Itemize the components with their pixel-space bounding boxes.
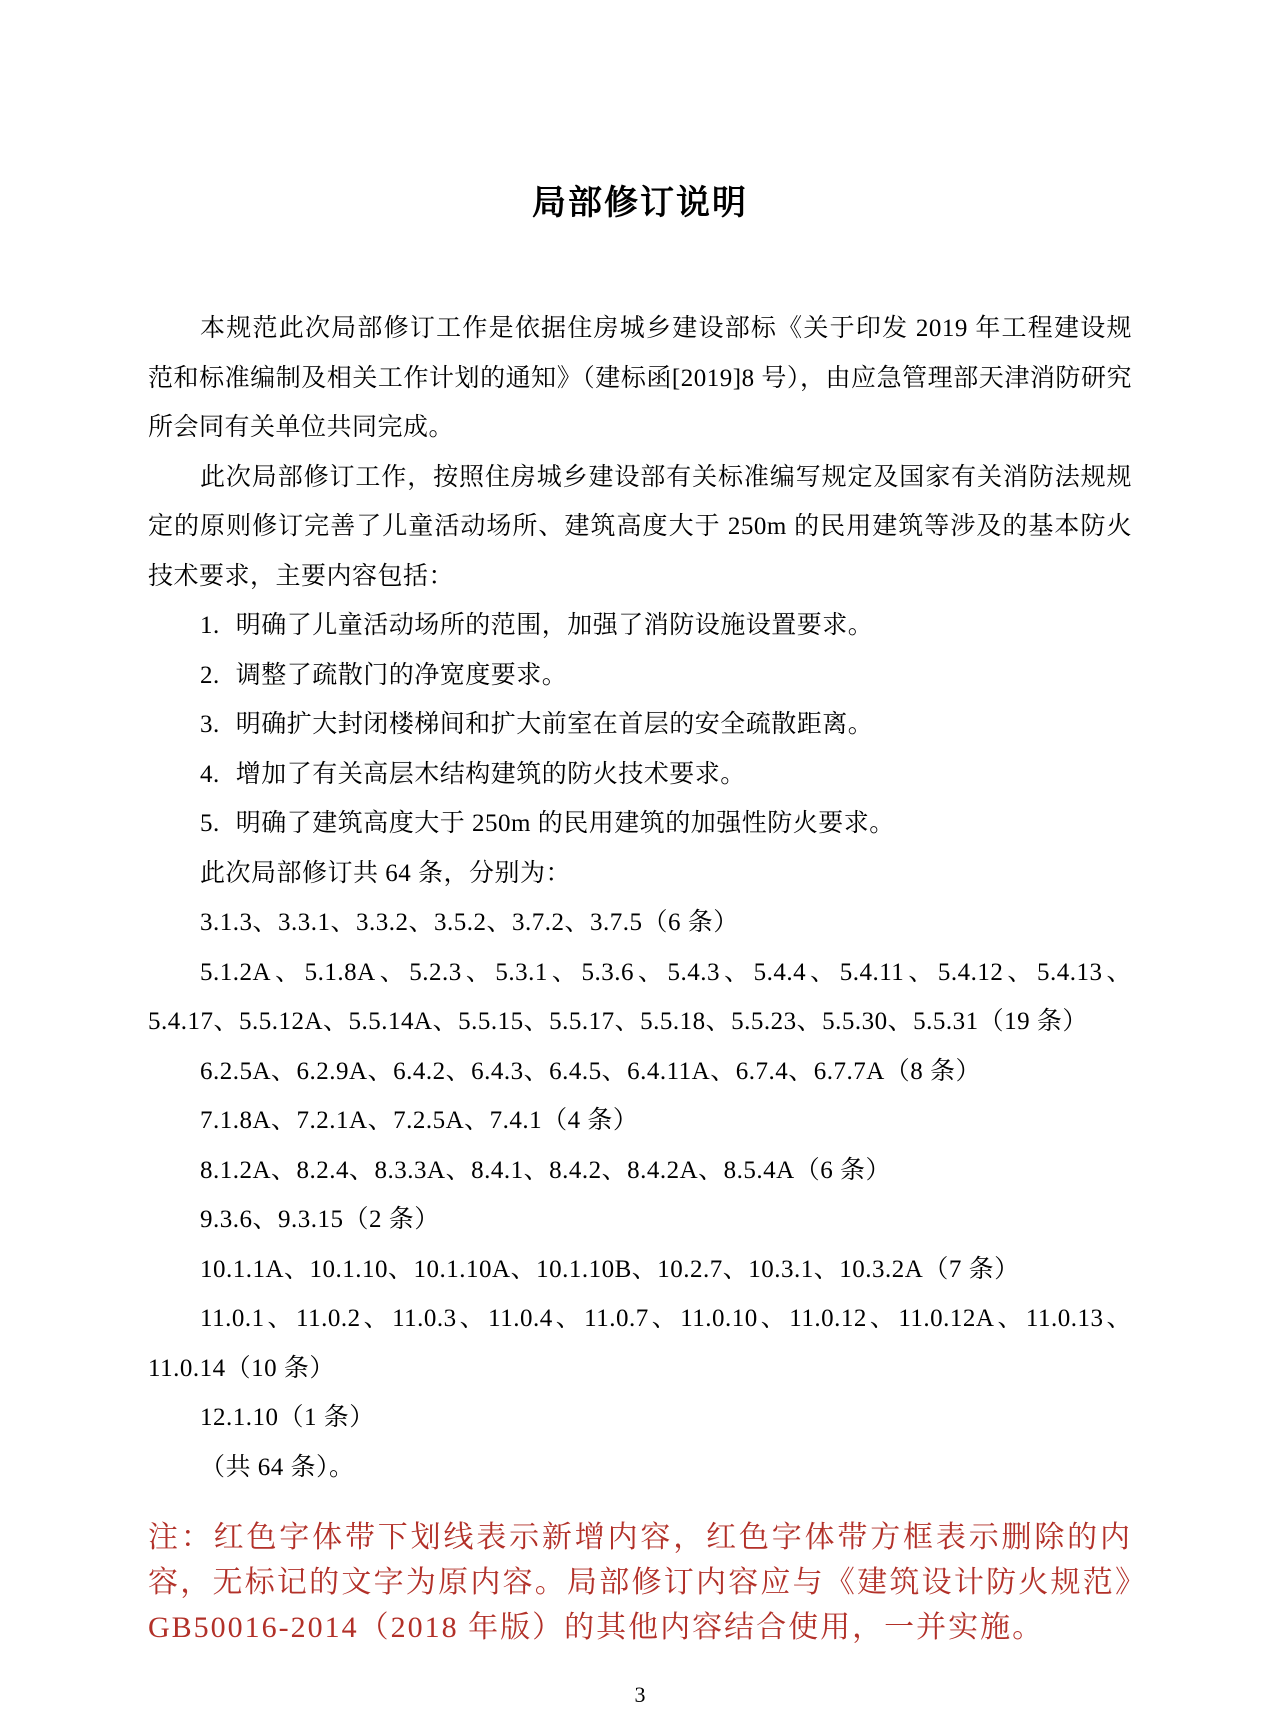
- revision-note: 注：红色字体带下划线表示新增内容，红色字体带方框表示删除的内容，无标记的文字为原内容。局部修订内容应与《建筑设计防火规范》GB50016-2014（2018 年版）的其他内容结合使用，一并实施。: [148, 1521, 1132, 1644]
- list-item: [148, 700, 1132, 750]
- list-item: [148, 651, 1132, 701]
- list-item-text: 明确扩大封闭楼梯间和扩大前室在首层的安全疏散距离。: [235, 711, 874, 738]
- paragraph-basis: 本规范此次局部修订工作是依据住房城乡建设部标《关于印发 2019 年工程建设规范和标准编制及相关工作计划的通知》（建标函[2019]8 号），由应急管理部天津消防研究所会同有关单位共同完成。: [148, 315, 1132, 441]
- revision-line: 10.1.1A、10.1.10、10.1.10A、10.1.10B、10.2.7、10.3.1、10.3.2A（7 条）: [200, 1255, 1020, 1283]
- list-item-number: 3.: [200, 711, 220, 738]
- revision-line: 8.1.2A、8.2.4、8.3.3A、8.4.1、8.4.2、8.4.2A、8.5.4A（6 条）: [200, 1156, 891, 1184]
- list-item-number: 1.: [200, 612, 220, 639]
- revision-line: 11.0.1、11.0.2、11.0.3、11.0.4、11.0.7、11.0.10、11.0.12、11.0.12A、11.0.13、11.0.14（10 条）: [148, 1305, 1132, 1382]
- list-item: [148, 750, 1132, 800]
- paragraph-scope: 此次局部修订工作，按照住房城乡建设部有关标准编写规定及国家有关消防法规规定的原则修订完善了儿童活动场所、建筑高度大于 250m 的民用建筑等涉及的基本防火技术要求，主要内容包括：: [148, 463, 1132, 590]
- revision-line: 7.1.8A、7.2.1A、7.2.5A、7.4.1（4 条）: [200, 1107, 639, 1134]
- list-item-number: 5.: [200, 810, 220, 837]
- list-item-text: 明确了儿童活动场所的范围，加强了消防设施设置要求。: [235, 612, 874, 639]
- revision-line: 9.3.6、9.3.15（2 条）: [200, 1206, 440, 1233]
- page-number: 3: [634, 1682, 646, 1707]
- list-item-text: 调整了疏散门的净宽度要求。: [235, 661, 568, 689]
- list-item-number: 4.: [200, 760, 220, 788]
- page-title: 局部修订说明: [532, 185, 748, 222]
- list-item: [148, 799, 1132, 849]
- revision-line: 3.1.3、3.3.1、3.3.2、3.5.2、3.7.2、3.7.5（6 条）: [200, 909, 739, 936]
- list-item-number: 2.: [200, 661, 220, 689]
- revision-line: 6.2.5A、6.2.9A、6.4.2、6.4.3、6.4.5、6.4.11A、6.7.4、6.7.7A（8 条）: [200, 1057, 982, 1085]
- revision-count-line: 此次局部修订共 64 条，分别为：: [200, 859, 572, 887]
- list-item: [148, 601, 1132, 651]
- revision-line: 5.1.2A、5.1.8A、5.2.3、5.3.1、5.3.6、5.4.3、5.4.4、5.4.11、5.4.12、5.4.13、5.4.17、5.5.12A、5.5.14A、5.5.15、5.5.17、5.5.18、5.5.23、5.5.30、5.5.31（19 条）: [148, 958, 1132, 1035]
- revision-line: （共 64 条）。: [200, 1453, 355, 1481]
- list-item-text: 增加了有关高层木结构建筑的防火技术要求。: [235, 760, 746, 788]
- document-body: [148, 304, 1132, 1492]
- revision-line: 12.1.10（1 条）: [200, 1404, 375, 1431]
- list-item-text: 明确了建筑高度大于 250m 的民用建筑的加强性防火要求。: [235, 810, 895, 837]
